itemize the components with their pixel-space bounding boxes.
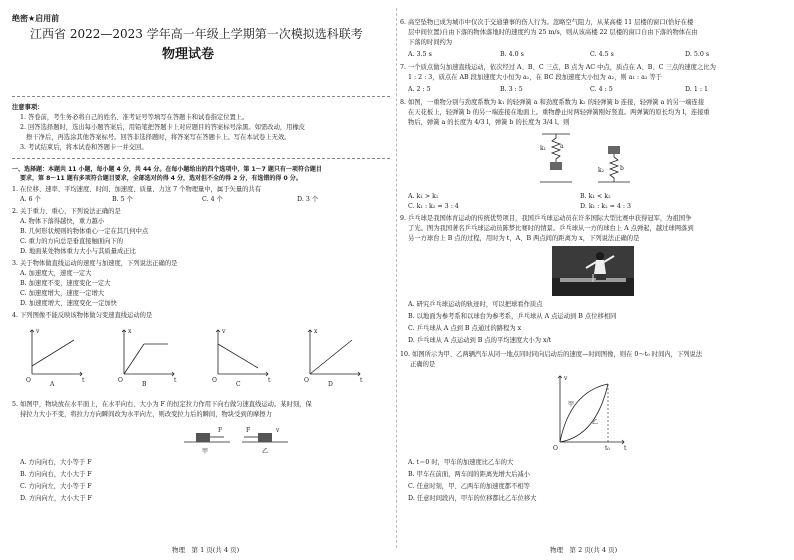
notice-item: 3. 考试结束后，将本试卷和答题卡一并交回。 [20,144,148,151]
q8-label: k₂ [598,167,605,174]
divider [12,96,390,97]
q6-stem: 层中间位置)自由下落的物体落地时的速度约为 25 m/s，则从该高楼 22 层楼的窗口自由下落的物体在由 [408,29,698,36]
q8-stem: 8. 如图，一重物分别与劲度系数为 k₁ 的轻弹簧 a 和劲度系数为 k₂ 的轻弹簧 b 连接，轻弹簧 a 的另一端连接 [400,99,705,106]
q8-label: a [560,143,564,150]
q6-option-d: D. 5.0 s [685,51,710,58]
q5-figure [182,422,292,456]
q6-option-b: B. 4.0 s [500,51,524,58]
q4-axis-v: v [222,328,226,335]
q9-stem: 9. 乒乓球是我国体育运动的传统优势项目，我国乒乓球运动员在许多国际大型比赛中获得冠军，为祖国争 [400,215,692,222]
q3-option-b: B. 加速度不变，速度变化一定大 [20,280,111,287]
q10-option-d: D. 任意时间段内，甲车的位移都比乙车位移大 [408,495,537,502]
q5-velocity: v [276,427,280,434]
q9-stem: 另一方球台上 B 点的过程，用时为 t，A、B 两点间的距离为 x，下列说法正确的是 [408,235,640,242]
q4-axis-x: x [314,328,318,335]
q7-option-b: B. 3 : 5 [500,86,523,93]
q4-label-c: C [236,381,241,388]
q7-stem: 7. 一个质点做匀加速直线运动，依次经过 A、B、C 三点，B 点为 AC 中点，质点在 A、B、C 三点的速度之比为 [400,64,716,71]
q4-origin: O [26,377,31,384]
q9-stem: 了光。图为我国著名乒乓球运动员陈梦比赛时的情景。乒乓球从一方的球台上 A 点弹起，越过球网落到 [408,225,694,232]
q2-option-a: A. 物体下落得越快，重力越小 [20,218,105,225]
q3-option-d: D. 加速度增大，速度变化一定加快 [20,300,117,307]
q2-option-c: C. 重力的方向总是垂直接触面向下的 [20,238,124,245]
q4-origin: O [304,377,309,384]
q10-label-jia: 甲 [568,401,575,408]
q2-option-d: D. 地面某处物体重力大小与其质量成正比 [20,248,136,255]
q9-photo [552,246,634,296]
q10-origin: O [553,445,558,452]
q7-stem: 1 : 2 : 3，质点在 AB 段加速度大小恒为 a₁，在 BC 段加速度大小恒为 a₂，则 a₁ : a₂ 等于 [408,74,662,81]
q10-stem: 正确的是 [410,361,436,368]
q8-option-d: D. k₁ : k₂ = 4 : 3 [580,203,632,210]
q4-origin: O [118,377,123,384]
q10-curve-jia [560,384,608,442]
q4-label-a: A [50,381,55,388]
notice-item: 1. 答卷前，考生务必将自己的姓名、准考证号等填写在答题卡和试卷指定位置上。 [20,114,249,121]
q2-option-b: B. 几何形状规则的物体重心一定在其几何中点 [20,228,149,235]
q8-mass-b [608,146,620,154]
fold-line [396,8,397,548]
page-footer: 物理 第 2 页(共 4 页) [550,546,618,554]
q6-stem: 6. 高空坠物已成为城市中仅次于交通肇事的伤人行为。忽略空气阻力，从某高楼 11 层楼的窗口(恰好在楼 [400,19,694,26]
q5-option-a: A. 方向向右，大小等于 F [20,459,92,466]
q5-block-a [196,433,210,442]
q4-label-d: D [328,381,333,388]
q4-axis-t: t [268,377,271,384]
q1-option-b: B. 5 个 [112,196,133,203]
q8-option-a: A. k₁ > k₂ [408,193,439,200]
q4-axis-t: t [360,377,363,384]
q4-graph-a [26,328,85,388]
q7-option-c: C. 4 : 5 [590,86,613,93]
q5-option-d: D. 方向向左，大小大于 F [20,495,92,502]
left-page [12,0,390,560]
q5-stem: 持拉力大小不变，将拉力方向瞬间改为水平向左，则改变拉力后的瞬间，物块受到的摩擦力 [20,411,272,418]
q9-option-b: B. 以地面为参考系和以球台为参考系，乒乓球从 A 点运动到 B 点位移相同 [408,313,617,320]
q10-t0: t₀ [605,445,610,452]
q1-stem: 1. 在位移、速率、平均速度、时间、加速度、质量、力这 7 个物理量中，属于矢量的共有 [12,186,262,193]
q4-graphs [12,322,390,388]
q9-option-a: A. 研究乒乓球运动的轨迹时，可以把球看作质点 [408,301,543,308]
q8-label: k₁ [540,145,547,152]
q10-option-c: C. 任意时刻，甲、乙两车的加速度都不相等 [408,483,530,490]
q8-option-b: B. k₁ < k₂ [580,193,611,200]
q10-label-yi: 乙 [592,419,599,426]
q2-stem: 2. 关于重力、重心，下列说法正确的是 [12,208,121,215]
q8-figure [536,130,636,188]
notice-heading: 注意事项： [12,104,44,111]
q10-axis-v: v [564,375,568,382]
q3-stem: 3. 关于物体做直线运动的速度与加速度，下列说法正确的是 [12,260,178,267]
q5-force: F [218,427,223,434]
q4-axis-t: t [82,377,85,384]
q4-graph-c [212,328,271,388]
q10-stem: 10. 如图所示为甲、乙两辆汽车从同一地点同时同向启动后的速度—时间图像，则在 0～t₀ 时间内，下列说法 [400,351,703,358]
q8-mass-a [550,162,562,170]
q4-origin: O [212,377,217,384]
section-instructions: 要求，第 8～11 题有多项符合题目要求，全部选对的得 4 分，选对但不全的得 2 分，有选错的得 0 分。 [20,175,302,182]
q6-option-c: C. 4.5 s [590,51,614,58]
q5-option-b: B. 方向向右，大小大于 F [20,471,92,478]
q5-fig-label: 乙 [262,448,269,455]
q5-force: F [246,427,251,434]
q4-axis-x: x [128,328,132,335]
divider [12,158,390,159]
page-footer: 物理 第 1 页(共 4 页) [172,546,240,554]
exam-title: 江西省 2022—2023 学年高一年级上学期第一次模拟选科联考 [30,27,363,41]
q10-axis-t: t [624,445,627,452]
q8-label: b [620,165,624,172]
q10-option-b: B. 甲车在前面，两车间的距离先增大后减小 [408,471,530,478]
q5-stem: 5. 如图甲，物块放在水平面上，在水平向右、大小为 F 的恒定拉力作用下向右做匀速直线运动。某时刻，保 [12,401,312,408]
q4-axis-t: t [174,377,177,384]
q8-stem: 在天花板上，轻弹簧 b 的另一端连接在地面上。重物静止时两轻弹簧刚好竖直。两弹簧的原长均为 l，连接重 [408,109,710,116]
q9-option-c: C. 乒乓球从 A 点到 B 点通过的路程为 x [408,325,522,332]
q5-fig-label: 甲 [202,448,209,455]
q4-stem: 4. 下列图像不能反映该物体做匀变速直线运动的是 [12,312,153,319]
q6-stem: 下落的时间约为 [408,39,453,46]
q5-option-c: C. 方向向左，大小等于 F [20,483,92,490]
q10-option-a: A. t＝0 时，甲车的加速度比乙车的大 [408,459,514,466]
q4-label-b: B [142,381,147,388]
notice-item: 2. 回答选择题时，选出每小题答案后，用铅笔把答题卡上对应题目的答案标号涂黑。如需改动，用橡皮 [20,124,306,131]
section-instructions: 一、选择题：本题共 11 小题，每小题 4 分，共 44 分。在每小题给出的四个选项中，第 1～7 题只有一项符合题目 [12,166,322,173]
q5-block-b [258,433,272,442]
q6-option-a: A. 3.5 s [408,51,432,58]
secret-mark: 绝密★启用前 [12,14,60,23]
q9-option-d: D. 乒乓球从 A 点运动到 B 点的平均速度大小为 x/t [408,337,552,344]
q10-graph [550,372,630,452]
q10-curve-yi [560,384,608,442]
q1-option-d: D. 3 个 [297,196,319,203]
q8-spring-b [610,154,618,182]
q4-graph-b [118,328,177,388]
notice-item: 擦干净后，再选涂其他答案标号。回答非选择题时，将答案写在答题卡上。写在本试卷上无效。 [26,134,291,141]
q4-graph-d [304,328,363,388]
q8-stem: 物后，弹簧 a 的长度为 4/3 l，弹簧 b 的长度为 3/4 l。则 [408,119,570,126]
q7-option-a: A. 2 : 5 [408,86,431,93]
q7-option-d: D. 1 : 1 [685,86,708,93]
q3-option-a: A. 加速度大，速度一定大 [20,270,92,277]
q8-spring-a [552,134,560,162]
q4-axis-v: v [36,328,40,335]
q1-option-a: A. 6 个 [20,196,41,203]
right-page [400,0,778,560]
exam-subject: 物理试卷 [162,47,215,62]
q1-option-c: C. 4 个 [202,196,223,203]
q8-option-c: C. k₁ : k₂ = 3 : 4 [408,203,459,210]
q3-option-c: C. 加速度增大，速度一定增大 [20,290,105,297]
